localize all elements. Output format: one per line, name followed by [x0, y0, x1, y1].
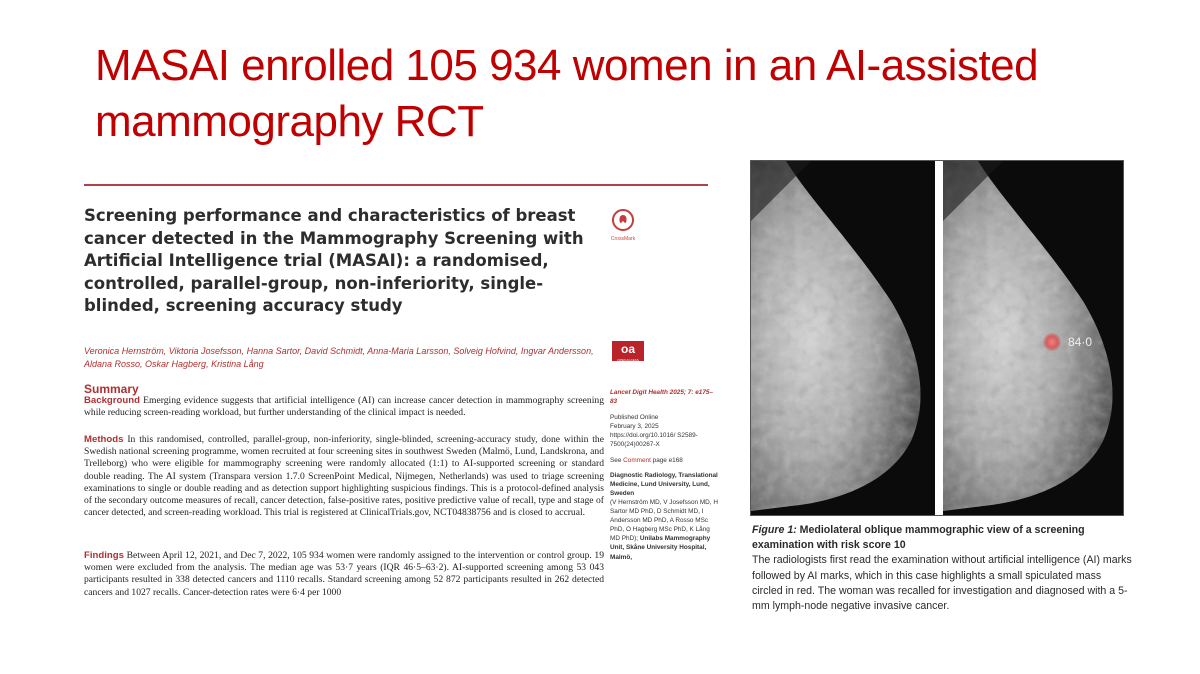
paper-sidebar	[610, 388, 720, 562]
summary-heading: Summary	[84, 382, 139, 396]
abstract-methods	[84, 434, 604, 519]
crossmark-icon	[612, 209, 634, 231]
doi-link[interactable]: https://doi.org/10.1016/ S2589-7500(24)00267-X	[610, 432, 698, 449]
paper-title: Screening performance and characteristics of breast cancer detected in the Mammography Screening with Artificial Intelligence trial (MASAI): a randomised, controlled, parallel-group, non-inferiority, single-blinded, screening accuracy study	[84, 206, 584, 316]
paper-authors: Veronica Hernström, Viktoria Josefsson, Hanna Sartor, David Schmidt, Anna-Maria Larsson, Solveig Hofvind, Ingvar Andersson, Aldana Rosso, Oskar Hagberg, Kristina Lång	[84, 346, 594, 369]
published-date: February 3, 2025	[610, 423, 659, 431]
findings-label: Findings	[84, 550, 124, 561]
ai-lesion-marker	[1043, 333, 1061, 351]
title-divider	[84, 184, 708, 186]
caption-title	[752, 523, 1132, 553]
mammogram-image-left	[751, 161, 935, 515]
mammogram-figure	[750, 160, 1124, 516]
comment-reference	[610, 456, 720, 465]
paper-excerpt	[84, 205, 718, 625]
background-text: Emerging evidence suggests that artificial intelligence (AI) can increase cancer detection in mammography screening while reducing screen-reading workload, but further understanding of the clinical impact is needed.	[84, 395, 604, 419]
comment-link[interactable]: Comment	[623, 456, 651, 464]
caption-title-text: Mediolateral oblique mammographic view of a screening examination with risk score 10	[752, 524, 1085, 552]
caption-body: The radiologists first read the examination without artificial intelligence (AI) marks followed by AI marks, which in this case highlights a small spiculated mass circled in red. The woman was recalled for investigation and diagnosed with a 5-mm lymph-node negative invasive cancer.	[752, 554, 1132, 613]
methods-text: In this randomised, controlled, parallel-group, non-inferiority, single-blinded, screening-accuracy study, done within the Swedish national screening programme, women recruited at four screening sites in southwest Sweden (Malmö, Lund, Landskrona, and Trelleborg) who were eligible for mammography screening were randomly allocated (1:1) to AI-supported screening or standard double reading. The AI system (Transpara version 1.7.0 ScreenPoint Medical, Nijmegen, Netherlands) was used to triage screening examinations to single or double reading and as detection support highlighting suspicious findings. This is a protocol-defined analysis of the secondary outcome measures of recall, cancer detection, false-positive rates, positive predictive value of recall, type and stage of cancer detected, and screen-reading workload. This trial is registered at ClinicalTrials.gov, NCT04838756 and is closed to accrual.	[84, 434, 604, 519]
oa-text: oa	[620, 342, 635, 356]
background-label: Background	[84, 395, 140, 406]
affiliation-2: Unilabs Mammography Unit, Skåne University Hospital, Malmö,	[610, 535, 711, 561]
affiliation-1: Diagnostic Radiology, Translational Medicine, Lund University, Lund, Sweden	[610, 471, 718, 497]
abstract-findings	[84, 550, 604, 599]
image-divider	[935, 161, 943, 515]
abstract-background	[84, 395, 604, 419]
methods-label: Methods	[84, 434, 124, 445]
affiliation-1-people-text: (V Hernström MD, V Josefsson MD, H Sartor MD PhD, D Schmidt MD, I Andersson MD PhD, A Rosso MSc PhD, O Hagberg MSc PhD, K Lång MD PhD);	[610, 498, 718, 543]
journal-citation: Lancet Digit Health 2025; 7: e175–83	[610, 389, 714, 406]
affiliation-1-people	[610, 498, 720, 562]
mammogram-without-ai	[751, 161, 935, 515]
mammogram-image-right	[943, 161, 1124, 515]
crossmark-badge	[608, 209, 638, 242]
slide-title: MASAI enrolled 105 934 women in an AI-assisted mammography RCT	[95, 41, 1039, 146]
mammogram-with-ai	[943, 161, 1124, 515]
comment-prefix: See	[610, 456, 624, 464]
oa-subtext: OPEN ACCESS	[617, 358, 639, 362]
findings-text: Between April 12, 2021, and Dec 7, 2022, 105 934 women were randomly assigned to the intervention or control group. 19 women were excluded from the analysis. The median age was 53·7 years (IQR 46·5–63·2). AI-supported screening among 53 043 participants resulted in 338 detected cancers and 1110 recalls. Standard screening among 52 872 participants resulted in 262 detected cancers and 1027 recalls. Cancer-detection rates were 6·4 per 1000	[84, 550, 604, 598]
comment-suffix: page e168	[650, 456, 683, 464]
caption-figure-label: Figure 1:	[752, 524, 797, 536]
open-access-badge	[612, 341, 644, 361]
figure-caption	[752, 523, 1132, 614]
crossmark-label: CrossMark	[610, 236, 636, 242]
ai-score-label: 84·0	[1068, 335, 1093, 349]
published-label: Published Online	[610, 414, 659, 422]
